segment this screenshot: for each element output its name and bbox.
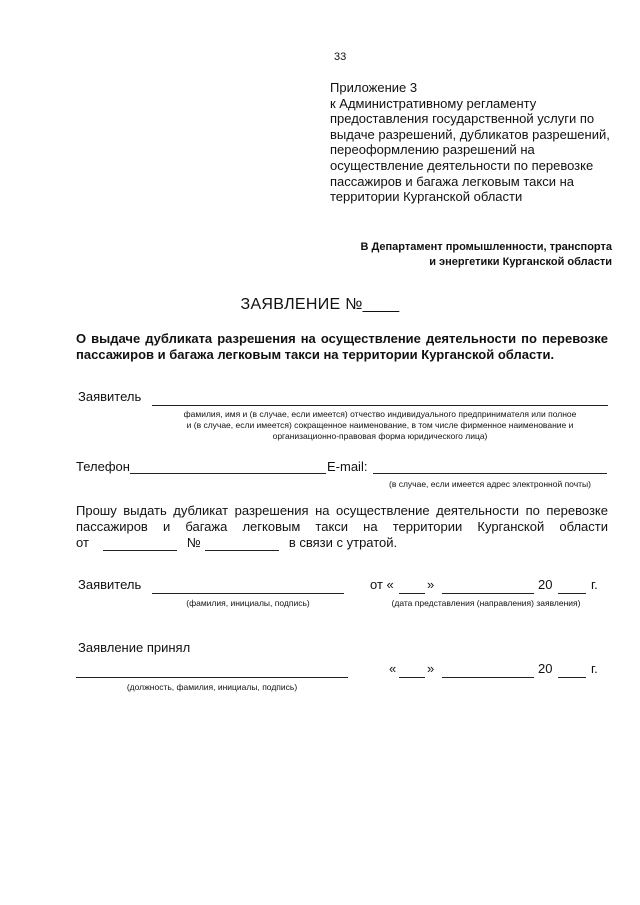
appendix-line: к Административному регламенту — [330, 95, 537, 111]
day-blank[interactable] — [399, 593, 425, 594]
accepted-year-blank[interactable] — [558, 677, 586, 678]
permit-number-blank[interactable] — [205, 538, 279, 551]
request-details-row — [76, 535, 608, 551]
year-prefix: 20 — [538, 577, 553, 592]
recipient-block — [340, 240, 612, 270]
accepted-signature-line[interactable] — [76, 677, 348, 678]
date-close-quote: » — [427, 577, 435, 592]
appendix-line: Приложение 3 — [330, 80, 418, 95]
recipient-line: и энергетики Курганской области — [429, 256, 612, 268]
year-suffix: г. — [591, 577, 598, 592]
request-line: пассажиров и багажа легковым такси на территории Курганской области — [76, 519, 608, 534]
applicant-input-line[interactable] — [152, 405, 608, 406]
request-line: Прошу выдать дубликат разрешения на осуществление деятельности по перевозке — [76, 503, 608, 518]
hint-line: организационно-правовая форма юридического лица) — [272, 431, 488, 441]
accepted-year-prefix: 20 — [538, 661, 553, 676]
email-label: E-mail: — [327, 459, 368, 474]
subject-line: О выдаче дубликата разрешения на осуществление деятельности по перевозке — [76, 331, 608, 346]
page-number: 33 — [334, 51, 347, 63]
date-open-label: от « — [370, 577, 394, 592]
signature-applicant-label: Заявитель — [78, 577, 142, 592]
applicant-hint — [130, 409, 630, 442]
phone-input-line[interactable] — [130, 473, 326, 474]
email-input-line[interactable] — [373, 473, 607, 474]
appendix-line: выдаче разрешений, дубликатов разрешений, — [330, 126, 610, 142]
accepted-label: Заявление принял — [78, 640, 191, 655]
reason-text: в связи с утратой. — [288, 535, 398, 550]
accepted-hint: (должность, фамилия, инициалы, подпись) — [126, 682, 298, 692]
appendix-line: пассажиров и багажа легковым такси на — [330, 173, 574, 189]
appendix-line: предоставления государственной услуги по — [330, 111, 595, 127]
applicant-label: Заявитель — [78, 389, 142, 404]
request-paragraph — [76, 503, 608, 551]
email-hint: (в случае, если имеется адрес электронной почты) — [389, 479, 591, 489]
accepted-month-blank[interactable] — [442, 677, 534, 678]
appendix-note — [330, 80, 615, 205]
month-blank[interactable] — [442, 593, 534, 594]
accepted-year-suffix: г. — [591, 661, 598, 676]
recipient-line: В Департамент промышленности, транспорта — [360, 241, 612, 253]
accepted-day-blank[interactable] — [399, 677, 425, 678]
appendix-line: территории Курганской области — [330, 189, 523, 205]
application-title: ЗАЯВЛЕНИЕ №____ — [240, 296, 400, 313]
accepted-date-close: » — [427, 661, 435, 676]
hint-line: и (в случае, если имеется) сокращенное наименование, в том числе фирменное наименование и — [186, 420, 574, 430]
signature-line[interactable] — [152, 593, 344, 594]
subject-line: пассажиров и багажа легковым такси на территории Курганской области. — [76, 347, 555, 362]
hint-line: фамилия, имя и (в случае, если имеется) отчество индивидуального предпринимателя или полное — [183, 409, 577, 419]
appendix-line: осуществление деятельности по перевозке — [330, 157, 594, 173]
date-hint: (дата представления (направления) заявления) — [391, 598, 581, 608]
appendix-line: переоформлению разрешений на — [330, 142, 535, 158]
phone-label: Телефон — [76, 459, 130, 474]
signature-hint: (фамилия, инициалы, подпись) — [186, 598, 310, 608]
year-blank[interactable] — [558, 593, 586, 594]
accepted-date-open: « — [389, 661, 397, 676]
number-label: № — [186, 535, 201, 550]
application-subject — [76, 331, 608, 363]
permit-date-blank[interactable] — [103, 538, 177, 551]
from-label: от — [76, 535, 89, 550]
